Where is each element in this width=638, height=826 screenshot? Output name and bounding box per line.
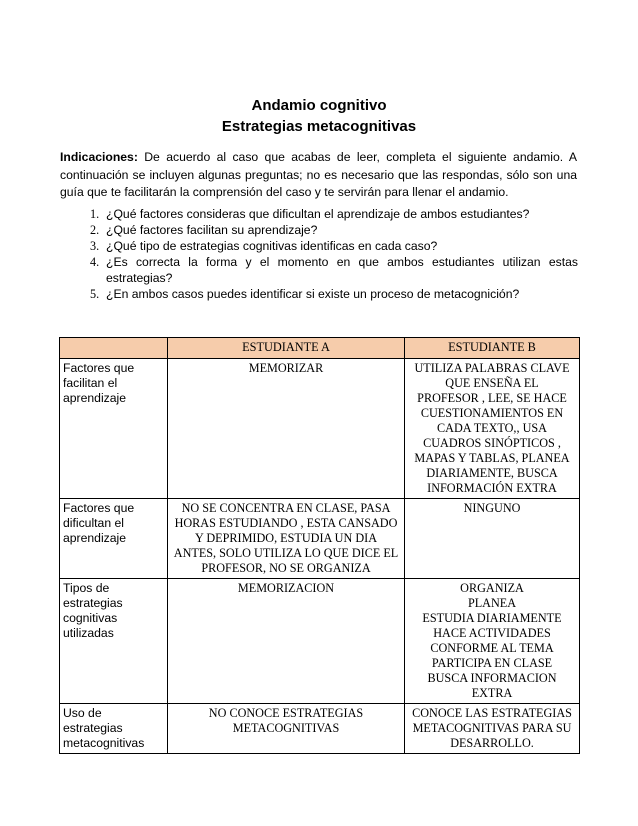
question-item xyxy=(90,238,578,254)
question-number: 2. xyxy=(90,223,100,237)
instructions-paragraph xyxy=(60,149,577,202)
cell-line: CUADROS SINÓPTICOS , xyxy=(423,436,561,450)
question-list xyxy=(90,206,578,302)
cell-student-b xyxy=(405,704,580,754)
cell-line: CUESTIONAMIENTOS EN xyxy=(420,406,564,420)
cell-line: HACE ACTIVIDADES xyxy=(433,626,551,640)
table-row xyxy=(60,499,580,579)
cell-student-a xyxy=(168,704,405,754)
cell-line: MEMORIZAR xyxy=(248,361,324,375)
row-label: Factores que dificultan el aprendizaje xyxy=(60,499,168,579)
question-text: ¿Qué factores facilitan su aprendizaje? xyxy=(106,223,318,237)
cell-line: EXTRA xyxy=(471,686,513,700)
cell-line: PROFESOR , LEE, SE HACE xyxy=(417,391,567,405)
cell-student-a xyxy=(168,579,405,704)
cell-line: CONOCE LAS ESTRATEGIAS xyxy=(412,706,572,720)
cell-line: PLANEA xyxy=(467,596,517,610)
cell-line: BUSCA INFORMACION xyxy=(427,671,557,685)
cell-line: CADA TEXTO,, USA xyxy=(437,421,547,435)
row-label: Factores que facilitan el aprendizaje xyxy=(60,359,168,499)
cell-line: UTILIZA PALABRAS CLAVE xyxy=(414,361,570,375)
question-text: ¿Qué tipo de estrategias cognitivas identificas en cada caso? xyxy=(106,239,438,253)
table-row xyxy=(60,359,580,499)
question-text: ¿Qué factores consideras que dificultan el aprendizaje de ambos estudiantes? xyxy=(106,207,530,221)
cell-line: DESARROLLO. xyxy=(450,736,534,750)
question-number: 4. xyxy=(90,255,100,269)
row-label: Tipos de estrategias cognitivas utilizadas xyxy=(60,579,168,704)
cell-student-a xyxy=(168,499,405,579)
cell-line: MAPAS Y TABLAS, PLANEA xyxy=(414,451,570,465)
table-row xyxy=(60,704,580,754)
cell-student-a xyxy=(168,359,405,499)
question-number: 1. xyxy=(90,207,100,221)
question-text: ¿Es correcta la forma y el momento en que ambos estudiantes utilizan estas estrategias? xyxy=(106,255,578,285)
cell-student-b xyxy=(405,579,580,704)
document-subtitle: Estrategias metacognitivas xyxy=(221,118,417,135)
question-number: 3. xyxy=(90,239,100,253)
cell-line: INFORMACIÓN EXTRA xyxy=(427,481,557,495)
cell-line: CONFORME AL TEMA xyxy=(430,641,554,655)
question-text: ¿En ambos casos puedes identificar si existe un proceso de metacognición? xyxy=(106,287,520,301)
cell-line: HORAS ESTUDIANDO , ESTA CANSADO xyxy=(174,516,398,530)
cell-student-b xyxy=(405,359,580,499)
cell-line: METACOGNITIVAS xyxy=(232,721,340,735)
header-student-a: ESTUDIANTE A xyxy=(168,338,405,359)
cell-line: PROFESOR, NO SE ORGANIZA xyxy=(201,561,371,575)
question-item xyxy=(90,206,578,222)
cell-line: DIARIAMENTE, BUSCA xyxy=(426,466,558,480)
header-empty-cell xyxy=(60,338,168,359)
cell-line: NINGUNO xyxy=(463,501,521,515)
question-item xyxy=(90,222,578,238)
cell-line: ANTES, SOLO UTILIZA LO QUE DICE EL xyxy=(173,546,399,560)
cell-line: NO SE CONCENTRA EN CLASE, PASA xyxy=(181,501,391,515)
question-item xyxy=(90,254,578,286)
table-header-row xyxy=(60,338,580,359)
row-label: Uso de estrategias metacognitivas xyxy=(60,704,168,754)
cell-student-b xyxy=(405,499,580,579)
question-number: 5. xyxy=(90,287,100,301)
cell-line: PARTICIPA EN CLASE xyxy=(431,656,553,670)
cell-line: Y DEPRIMIDO, ESTUDIA UN DIA xyxy=(194,531,377,545)
scaffold-table xyxy=(59,337,580,754)
table-row xyxy=(60,579,580,704)
cell-line: NO CONOCE ESTRATEGIAS xyxy=(208,706,364,720)
document-title: Andamio cognitivo xyxy=(251,97,387,114)
instructions-label: Indicaciones: xyxy=(60,150,138,164)
header-student-b: ESTUDIANTE B xyxy=(405,338,580,359)
cell-line: METACOGNITIVAS PARA SU xyxy=(412,721,572,735)
cell-line: ESTUDIA DIARIAMENTE xyxy=(422,611,562,625)
question-item xyxy=(90,286,578,302)
cell-line: MEMORIZACION xyxy=(237,581,335,595)
cell-line: QUE ENSEÑA EL xyxy=(445,376,539,390)
cell-line: ORGANIZA xyxy=(460,581,524,595)
instructions-text: De acuerdo al caso que acabas de leer, completa el siguiente andamio. A continuación se incluyen algunas preguntas; no es necesario que las respondas, sólo son una guía que te facilitarán la comprensión del caso y te servirán para llenar el andamio. xyxy=(60,150,577,199)
